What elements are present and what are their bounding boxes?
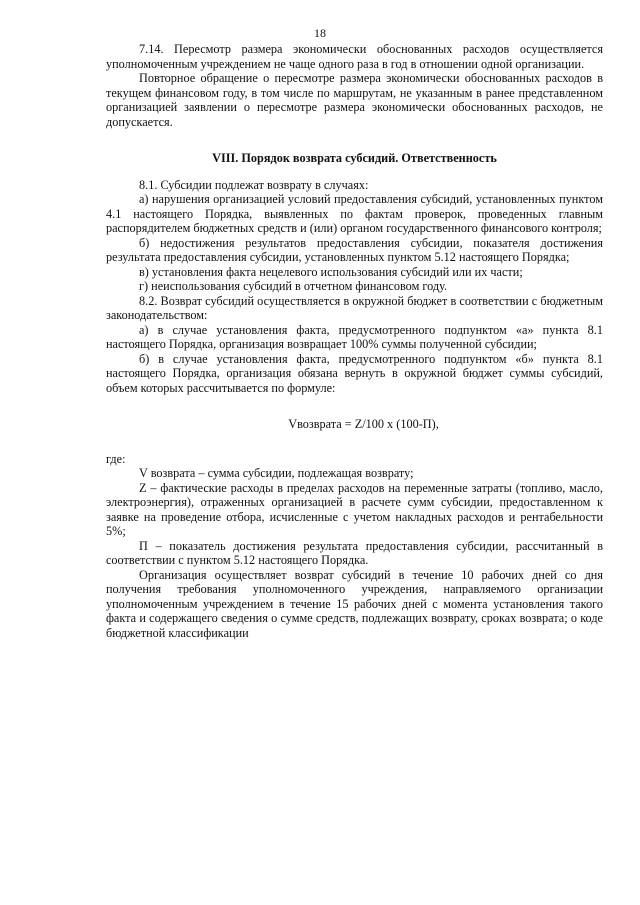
paragraph-repeat-request: Повторное обращение о пересмотре размера экономически обоснованных расходов в текущем финансовом году, в том числе по маршрутам, не указанным в ранее представленном организацией заявлении о пересмотре размера экономически обоснованных расходов, не допускается. bbox=[106, 71, 603, 129]
section-title: VIII. Порядок возврата субсидий. Ответственность bbox=[212, 151, 497, 165]
document-body bbox=[106, 42, 603, 640]
definition-v: V возврата – сумма субсидии, подлежащая возврату; bbox=[139, 466, 414, 480]
paragraph-8-1-v: в) установления факта нецелевого использования субсидий или их части; bbox=[139, 264, 523, 279]
paragraph-8-2: 8.2. Возврат субсидий осуществляется в окружной бюджет в соответствии с бюджетным законодательством: bbox=[106, 293, 603, 322]
paragraph-8-1-a: а) нарушения организацией условий предоставления субсидий, установленных пунктом 4.1 настоящего Порядка, выявленных по фактам проверок, проведенных главным распорядителем бюджетных средств и (или) органом государственного финансового контроля; bbox=[106, 192, 603, 235]
definition-p: П – показатель достижения результата предоставления субсидии, рассчитанный в соответствии с пунктом 5.12 настоящего Порядка. bbox=[106, 538, 603, 567]
paragraph-8-2-b: б) в случае установления факта, предусмотренного подпунктом «б» пункта 8.1 настоящего Порядка, организация обязана вернуть в окружной бюджет суммы субсидий, объем которых рассчитывается по формуле: bbox=[106, 351, 603, 395]
paragraph-7-14: 7.14. Пересмотр размера экономически обоснованных расходов осуществляется уполномоченным учреждением не чаще одного раза в год в отношении одной организации. bbox=[106, 42, 603, 71]
paragraph-final: Организация осуществляет возврат субсидий в течение 10 рабочих дней со дня получения требования уполномоченного учреждения, направляемого организации уполномоченным учреждением в течение 15 рабочих дней с момента установления такого факта и содержащего сведения о сумме средств, подлежащих возврату, сроках возврата; о коде бюджетной классификации bbox=[106, 567, 603, 640]
refund-formula: Vвозврата = Z/100 x (100-П), bbox=[288, 417, 439, 431]
where-label: где: bbox=[106, 451, 126, 466]
paragraph-8-1-g: г) неиспользования субсидий в отчетном финансовом году. bbox=[139, 279, 448, 293]
paragraph-8-2-a: а) в случае установления факта, предусмотренного подпунктом «а» пункта 8.1 настоящего Порядка, организация возвращает 100% суммы полученной субсидии; bbox=[106, 322, 603, 351]
definition-z: Z – фактические расходы в пределах расходов на переменные затраты (топливо, масло, электроэнергия), отраженных организацией в расчете сумм субсидии, предоставленном к заявке на проведение отбора, исчисленные с учетом накладных расходов и рентабельности 5%; bbox=[106, 480, 603, 538]
paragraph-8-1: 8.1. Субсидии подлежат возврату в случаях: bbox=[139, 177, 369, 192]
page-number: 18 bbox=[314, 26, 326, 40]
paragraph-8-1-b: б) недостижения результатов предоставления субсидии, показателя достижения результата предоставления субсидии, установленных пунктом 5.12 настоящего Порядка; bbox=[106, 235, 603, 264]
